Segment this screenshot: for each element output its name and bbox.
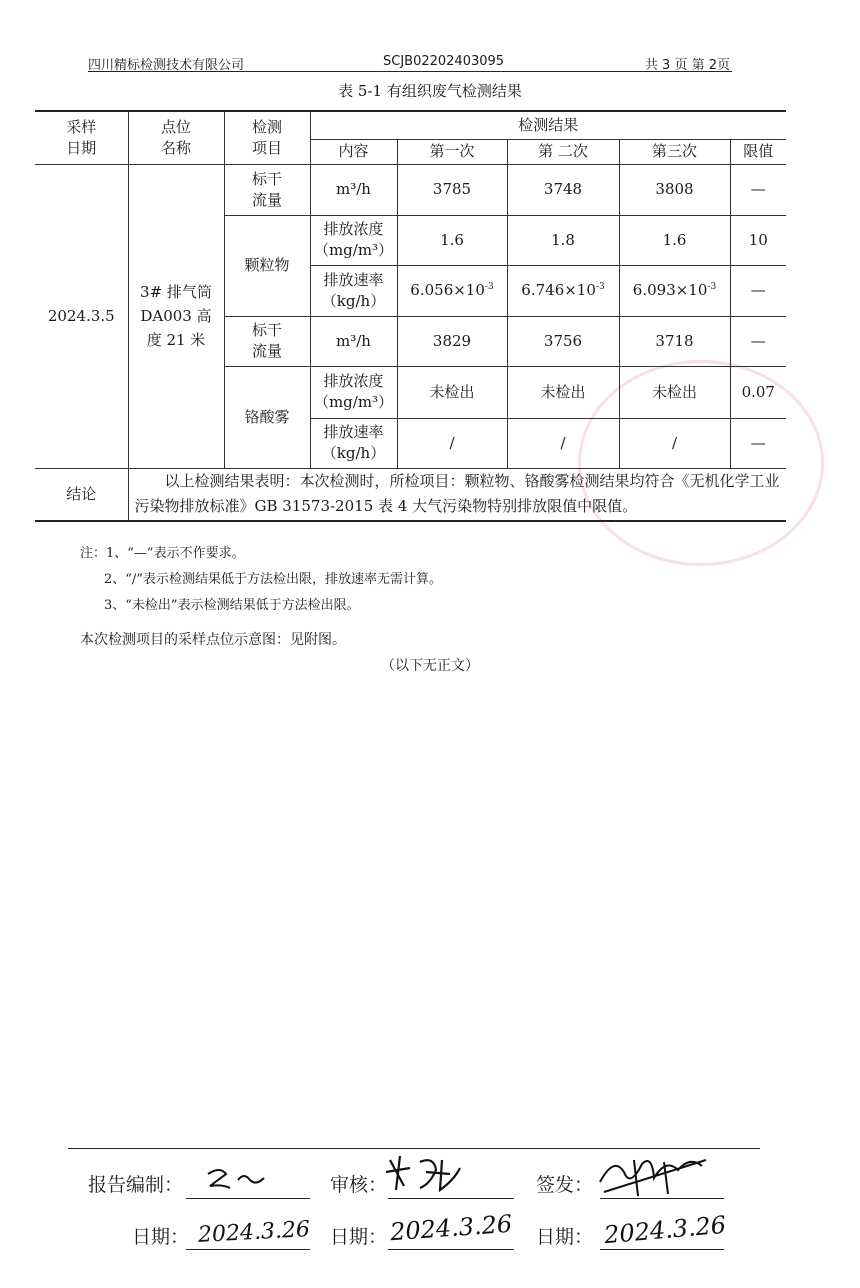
- result-2: /: [507, 418, 619, 468]
- company-name: 四川精标检测技术有限公司: [88, 58, 245, 73]
- item-cell: 标干 流量: [224, 164, 310, 215]
- date-label-1: 日期：: [132, 1226, 190, 1248]
- result-2: 未检出: [507, 366, 619, 418]
- result-1: /: [397, 418, 507, 468]
- content-cell: m³/h: [310, 316, 397, 366]
- col-header-first: 第一次: [397, 139, 507, 164]
- conclusion-label: 结论: [35, 468, 128, 521]
- table-row: [35, 164, 786, 215]
- col-header-item: 检测 项目: [224, 111, 310, 164]
- issued-date: 2024.3.26: [603, 1210, 728, 1250]
- item-cell: 颗粒物: [224, 215, 310, 316]
- compiled-date-line: [186, 1249, 310, 1250]
- result-2: 1.8: [507, 215, 619, 265]
- content-cell: 排放浓度 （mg/m³）: [310, 366, 397, 418]
- limit-cell: —: [730, 418, 786, 468]
- note-1: 注：1、“—”表示不作要求。: [80, 546, 245, 561]
- result-3: $6.093\times 10^{-3}$: [619, 265, 730, 316]
- col-header-content: 内容: [310, 139, 397, 164]
- reviewed-date: 2024.3.26: [389, 1209, 513, 1247]
- issued-date-line: [600, 1249, 724, 1250]
- content-cell: 排放速率 （kg/h）: [310, 265, 397, 316]
- result-1: 1.6: [397, 215, 507, 265]
- result-2: 3748: [507, 164, 619, 215]
- result-3: 未检出: [619, 366, 730, 418]
- page-info: 共 3 页 第 2页: [644, 58, 730, 73]
- end-note: （以下无正文）: [381, 658, 479, 674]
- limit-cell: —: [730, 265, 786, 316]
- sampling-date: 2024.3.5: [35, 164, 128, 468]
- compiled-signature-line: [186, 1198, 310, 1199]
- limit-cell: —: [730, 316, 786, 366]
- page-header: [88, 54, 730, 72]
- result-3: 3718: [619, 316, 730, 366]
- content-cell: 排放速率 （kg/h）: [310, 418, 397, 468]
- conclusion-row: [35, 468, 786, 521]
- date-label-2: 日期：: [330, 1226, 388, 1248]
- reviewed-date-line: [388, 1249, 514, 1250]
- col-header-third: 第三次: [619, 139, 730, 164]
- compiled-label: 报告编制：: [88, 1174, 184, 1196]
- date-label-3: 日期：: [536, 1226, 594, 1248]
- table-title: 表 5-1 有组织废气检测结果: [338, 82, 522, 100]
- result-1: $6.056\times 10^{-3}$: [397, 265, 507, 316]
- sampling-point: 3# 排气筒 DA003 高 度 21 米: [128, 164, 224, 468]
- emission-results-table: [35, 110, 786, 522]
- result-1: 3829: [397, 316, 507, 366]
- content-cell: 排放浓度 （mg/m³）: [310, 215, 397, 265]
- issued-label: 签发：: [536, 1174, 594, 1196]
- col-header-date: 采样 日期: [35, 111, 128, 164]
- result-1: 3785: [397, 164, 507, 215]
- note-2: 2、“/”表示检测结果低于方法检出限，排放速率无需计算。: [104, 572, 442, 587]
- limit-cell: 0.07: [730, 366, 786, 418]
- result-2: $6.746\times 10^{-3}$: [507, 265, 619, 316]
- report-number: SCJB02202403095: [383, 54, 505, 69]
- signature-divider: [68, 1148, 760, 1149]
- col-header-limit: 限值: [730, 139, 786, 164]
- result-3: /: [619, 418, 730, 468]
- result-2: 3756: [507, 316, 619, 366]
- header-divider: [88, 71, 732, 72]
- item-cell: 标干 流量: [224, 316, 310, 366]
- result-1: 未检出: [397, 366, 507, 418]
- notes: [80, 541, 442, 619]
- reviewed-signature: [380, 1150, 480, 1196]
- compiled-signature: [200, 1160, 290, 1196]
- note-3: 3、“未检出”表示检测结果低于方法检出限。: [104, 598, 360, 613]
- reviewed-signature-line: [388, 1198, 514, 1199]
- compiled-date: 2024.3.26: [197, 1217, 311, 1248]
- attachment-note: 本次检测项目的采样点位示意图：见附图。: [80, 632, 346, 648]
- reviewed-label: 审核：: [330, 1174, 388, 1196]
- col-header-point: 点位 名称: [128, 111, 224, 164]
- limit-cell: —: [730, 164, 786, 215]
- conclusion-text: 以上检测结果表明：本次检测时，所检项目：颗粒物、铬酸雾检测结果均符合《无机化学工业污染物排放标准》GB 31573-2015 表 4 大气污染物特别排放限值中限值。: [128, 468, 786, 521]
- issued-signature: [594, 1152, 714, 1202]
- result-3: 3808: [619, 164, 730, 215]
- col-header-results: 检测结果: [310, 111, 786, 139]
- result-3: 1.6: [619, 215, 730, 265]
- limit-cell: 10: [730, 215, 786, 265]
- content-cell: m³/h: [310, 164, 397, 215]
- col-header-second: 第 二次: [507, 139, 619, 164]
- item-cell: 铬酸雾: [224, 366, 310, 468]
